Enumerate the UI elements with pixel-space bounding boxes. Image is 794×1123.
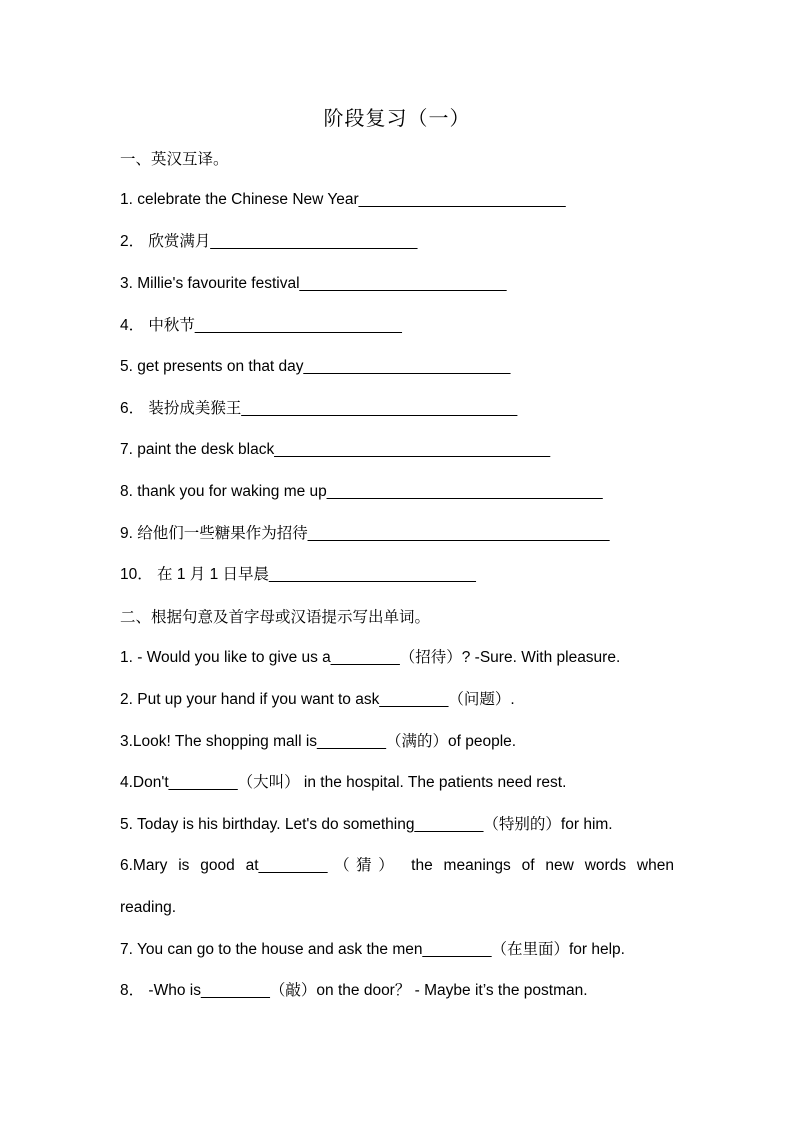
translation-item-5: 5. get presents on that day________________________ (120, 358, 511, 375)
section-1-heading: 一、英汉互译。 (120, 150, 229, 168)
translation-item-1: 1. celebrate the Chinese New Year________________________ (120, 191, 566, 208)
translation-item-10: 10． 在 1 月 1 日早晨________________________ (120, 566, 476, 583)
translation-item-9: 9. 给他们一些糖果作为招待___________________________________ (120, 525, 610, 542)
translation-item-8: 8. thank you for waking me up________________________________ (120, 483, 603, 500)
fill-in-item-3: 3.Look! The shopping mall is________（满的）of people. (120, 733, 517, 750)
translation-item-6: 6． 装扮成美猴王________________________________ (120, 400, 518, 417)
fill-in-item-6: 6.Mary is good at________（猜） the meanings of new words when (120, 857, 674, 874)
fill-in-item-4: 4.Don't________（大叫） in the hospital. The patients need rest. (120, 774, 567, 791)
section-2-heading: 二、根据句意及首字母或汉语提示写出单词。 (120, 608, 431, 626)
fill-in-item-2: 2. Put up your hand if you want to ask________（问题）. (120, 691, 515, 708)
fill-in-item-7: 7. You can go to the house and ask the men________（在里面）for help. (120, 941, 625, 958)
fill-in-item-8: 8． -Who is________（敲）on the door？ - Maybe it’s the postman. (120, 982, 588, 999)
fill-in-item-5: 5. Today is his birthday. Let's do something________（特别的）for him. (120, 816, 613, 833)
fill-in-item-1: 1. - Would you like to give us a________（招待）? -Sure. With pleasure. (120, 649, 621, 666)
page-title: 阶段复习（一） (323, 106, 471, 130)
translation-item-2: 2． 欣赏满月________________________ (120, 233, 418, 250)
translation-item-3: 3. Millie's favourite festival________________________ (120, 275, 507, 292)
translation-item-7: 7. paint the desk black________________________________ (120, 441, 551, 458)
fill-in-item-6-continued: reading. (120, 899, 177, 916)
translation-item-4: 4． 中秋节________________________ (120, 317, 402, 334)
